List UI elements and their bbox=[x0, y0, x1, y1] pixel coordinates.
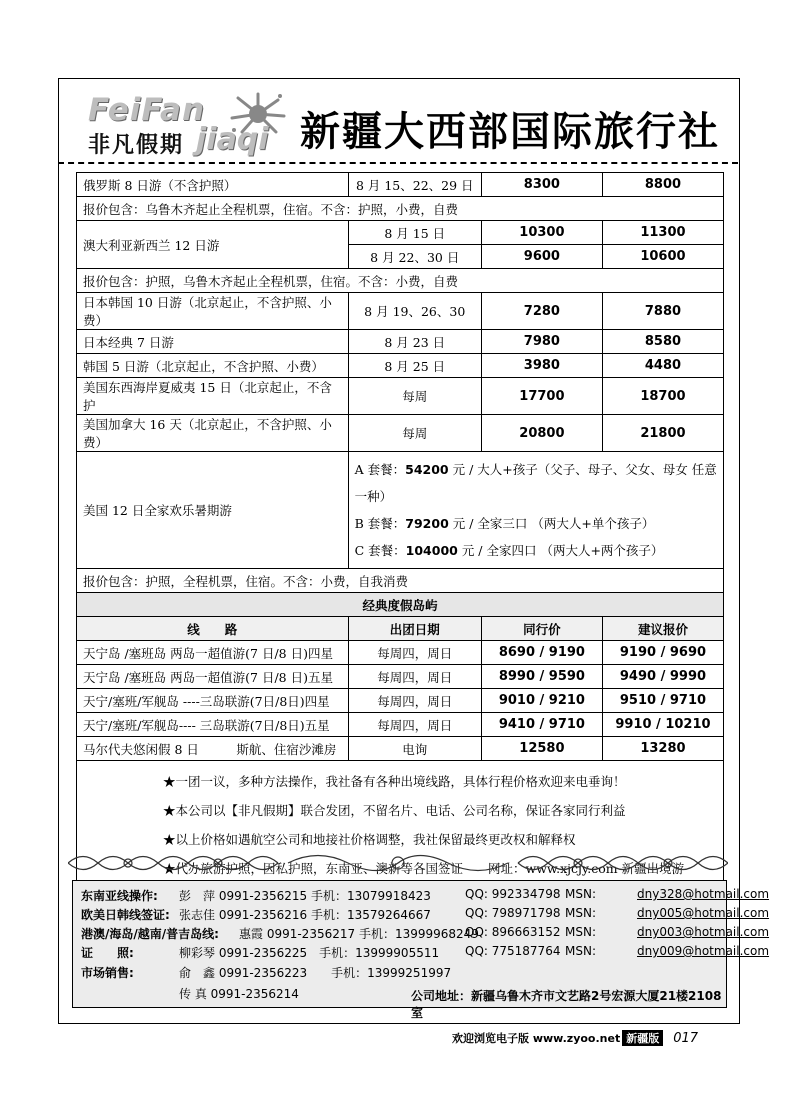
column-headers: 线 路 出团日期 同行价 建议报价 bbox=[77, 617, 724, 641]
table-row: 俄罗斯 8 日游（不含护照） 8 月 15、22、29 日 8300 8800 bbox=[77, 173, 724, 197]
page-footer bbox=[452, 1030, 698, 1046]
note-row: 报价包含：护照，全程机票，住宿。不含：小费，自我消费 bbox=[77, 569, 724, 593]
note-row: 报价包含：乌鲁木齐起止全程机票，住宿。不含：护照，小费，自费 bbox=[77, 197, 724, 221]
price-table bbox=[76, 172, 724, 890]
page-number: 017 bbox=[673, 1031, 699, 1046]
header-divider bbox=[58, 162, 738, 164]
email-link[interactable]: dny328@hotmail.com bbox=[637, 887, 770, 901]
contact-box: 东南亚线操作: 彭 萍 0991-2356215 手机：13079918423 QQ: 992334798 MSN: dny328@hotmail.com 欧美日韩线签证: 张志佳 0991-2356216 手机：13579264667 QQ: 798971798 MSN: dny005@hotmail.com 港澳/海岛/越南/普吉岛线: 惠霞 0991-2356217 手机：13999968249 QQ: 896663152 MSN: dny003@hotmail.com 证 照: 柳彩琴 0991-2356225 手机：13999905511 QQ: 775187764 MSN: dny009@hotmail.com 市场销售: 俞 鑫 0991-2356223 手机：13999251997 传 真 0991-2356214 公司地址：新疆乌鲁木齐市文艺路2号宏源大厦21楼2108室 bbox=[72, 880, 727, 1008]
company-address: 公司地址：新疆乌鲁木齐市文艺路2号宏源大厦21楼2108室 bbox=[411, 989, 722, 1020]
table-row: 美国东西海岸夏威夷 15 日（北京起止，不含护 每周 17700 18700 bbox=[77, 378, 724, 415]
table-row: 天宁/塞班/军舰岛 ----三岛联游(7日/8日)四星 每周四，周日 9010 / 9210 9510 / 9710 bbox=[77, 689, 724, 713]
usa-package-row: 美国 12 日全家欢乐暑期游 A 套餐：54200 元 / 大人+孩子（父子、母子、父女、母女 任意一种） B 套餐：79200 元 / 全家三口 （两大人+单个孩子） C 套餐：104000 元 / 全家四口 （两大人+两个孩子） bbox=[77, 452, 724, 569]
footer-text: 欢迎浏览电子版 www.zyoo.net bbox=[452, 1032, 621, 1045]
email-link[interactable]: dny009@hotmail.com bbox=[637, 944, 770, 958]
table-row: 韩国 5 日游（北京起止，不含护照、小费） 8 月 25 日 3980 4480 bbox=[77, 354, 724, 378]
email-link[interactable]: dny003@hotmail.com bbox=[637, 925, 770, 939]
logo-sub: jiaqi bbox=[196, 122, 269, 157]
company-title: 新疆大西部国际旅行社 bbox=[300, 109, 720, 155]
table-row: 澳大利亚新西兰 12 日游 8 月 15 日 10300 11300 bbox=[77, 221, 724, 245]
logo-latin: FeiFan bbox=[88, 92, 206, 128]
table-row: 美国加拿大 16 天（北京起止，不含护照、小费） 每周 20800 21800 bbox=[77, 415, 724, 452]
table-row: 日本韩国 10 日游（北京起止，不含护照、小费） 8 月 19、26、30 7280 7880 bbox=[77, 293, 724, 330]
note-row: 报价包含：护照，乌鲁木齐起止全程机票，住宿。不含：小费，自费 bbox=[77, 269, 724, 293]
notice-line: ★本公司以【非凡假期】联合发团，不留名片、电话、公司名称，保证各家同行利益 bbox=[163, 803, 626, 818]
table-row: 8 月 22、30 日 9600 10600 bbox=[77, 245, 724, 269]
logo-chinese: 非凡假期 bbox=[88, 133, 185, 158]
section-title: 经典度假岛屿 bbox=[77, 593, 724, 617]
notice-line: ★一团一议，多种方法操作，我社备有各种出境线路，具体行程价格欢迎来电垂询！ bbox=[163, 774, 626, 789]
table-row: 日本经典 7 日游 8 月 23 日 7980 8580 bbox=[77, 330, 724, 354]
table-row: 天宁岛 /塞班岛 两岛一超值游(7 日/8 日)五星 每周四，周日 8990 / 9590 9490 / 9990 bbox=[77, 665, 724, 689]
ornament-divider bbox=[68, 848, 728, 878]
package-list: A 套餐：54200 元 / 大人+孩子（父子、母子、父女、母女 任意一种） B 套餐：79200 元 / 全家三口 （两大人+单个孩子） C 套餐：104000 元 / 全家四口 （两大人+两个孩子） bbox=[348, 452, 723, 569]
table-row: 天宁/塞班/军舰岛---- 三岛联游(7日/8日)五星 每周四，周日 9410 / 9710 9910 / 10210 bbox=[77, 713, 724, 737]
feifan-logo bbox=[88, 92, 288, 156]
table-row: 马尔代夫悠闲假 8 日 斯航、住宿沙滩房 电询 12580 13280 bbox=[77, 737, 724, 761]
table-row: 天宁岛 /塞班岛 两岛一超值游(7 日/8 日)四星 每周四，周日 8690 / 9190 9190 / 9690 bbox=[77, 641, 724, 665]
notice-line: ★以上价格如遇航空公司和地接社价格调整，我社保留最终更改权和解释权 bbox=[163, 832, 576, 847]
notice-line: ★代办旅游护照，因私护照，东南亚、澳新等各国签证 网址：www.xjcjy.com 新疆出境游 bbox=[163, 861, 685, 876]
edition-tag: 新疆版 bbox=[622, 1030, 663, 1046]
email-link[interactable]: dny005@hotmail.com bbox=[637, 906, 770, 920]
